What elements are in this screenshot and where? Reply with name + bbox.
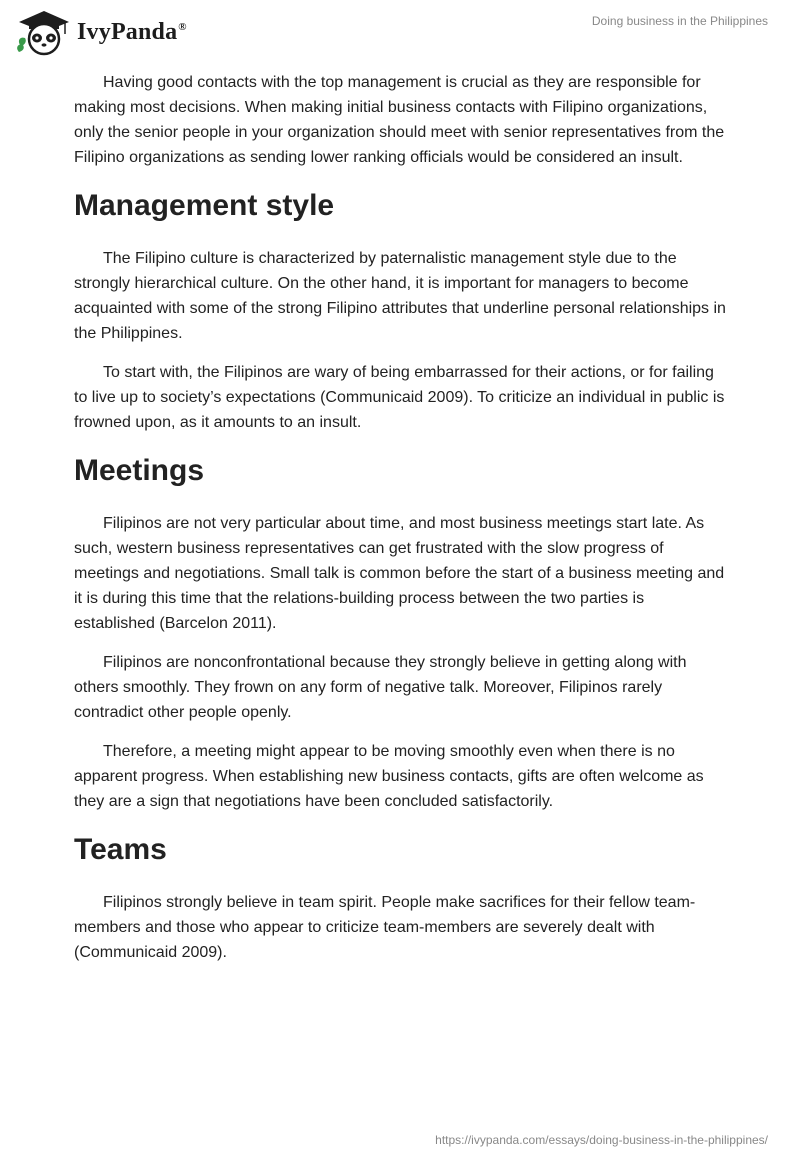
panda-logo-icon xyxy=(15,8,73,56)
paragraph: Filipinos are nonconfrontational because they strongly believe in getting along with others smoothly. They frown on any form of negative talk. Moreover, Filipinos rarely contradict other people openly. xyxy=(74,654,687,721)
section-heading-teams: Teams xyxy=(74,833,167,866)
ivypanda-logo[interactable] xyxy=(15,8,187,56)
paragraph: Therefore, a meeting might appear to be moving smoothly even when there is no apparent progress. When establishing new business contacts, gifts are often welcome as they are a sign that negotiations have been concluded satisfactorily. xyxy=(74,743,704,810)
section-heading-meetings: Meetings xyxy=(74,454,205,487)
paragraph: Filipinos strongly believe in team spirit. People make sacrifices for their fellow team-members and those who appear to criticize team-members are severely dealt with (Communicaid 2009). xyxy=(74,894,696,961)
essay-body xyxy=(74,70,726,979)
section-heading-management-style: Management style xyxy=(74,189,335,222)
paragraph: To start with, the Filipinos are wary of being embarrassed for their actions, or for failing to live up to society’s expectations (Communicaid 2009). To criticize an individual in public is frowned upon, as it amounts to an insult. xyxy=(74,364,725,431)
brand-name: IvyPanda® xyxy=(77,18,187,45)
paragraph: Having good contacts with the top management is crucial as they are responsible for making most decisions. When making initial business contacts with Filipino organizations, only the senior people in your organization should meet with senior representatives from the Filipino organizations as sending lower ranking officials would be considered an insult. xyxy=(74,74,725,166)
page-header xyxy=(0,0,800,66)
paragraph: The Filipino culture is characterized by paternalistic management style due to the strongly hierarchical culture. On the other hand, it is important for managers to become acquainted with some of the strong Filipino attributes that underline personal relationships in the Philippines. xyxy=(74,250,726,342)
paragraph: Filipinos are not very particular about time, and most business meetings start late. As such, western business representatives can get frustrated with the slow progress of meetings and negotiations. Small talk is common before the start of a business meeting and it is during this time that the relations-building process between the two parties is established (Barcelon 2011). xyxy=(74,515,725,632)
source-url-link[interactable]: https://ivypanda.com/essays/doing-business-in-the-philippines/ xyxy=(435,1133,768,1147)
document-title: Doing business in the Philippines xyxy=(591,14,768,28)
